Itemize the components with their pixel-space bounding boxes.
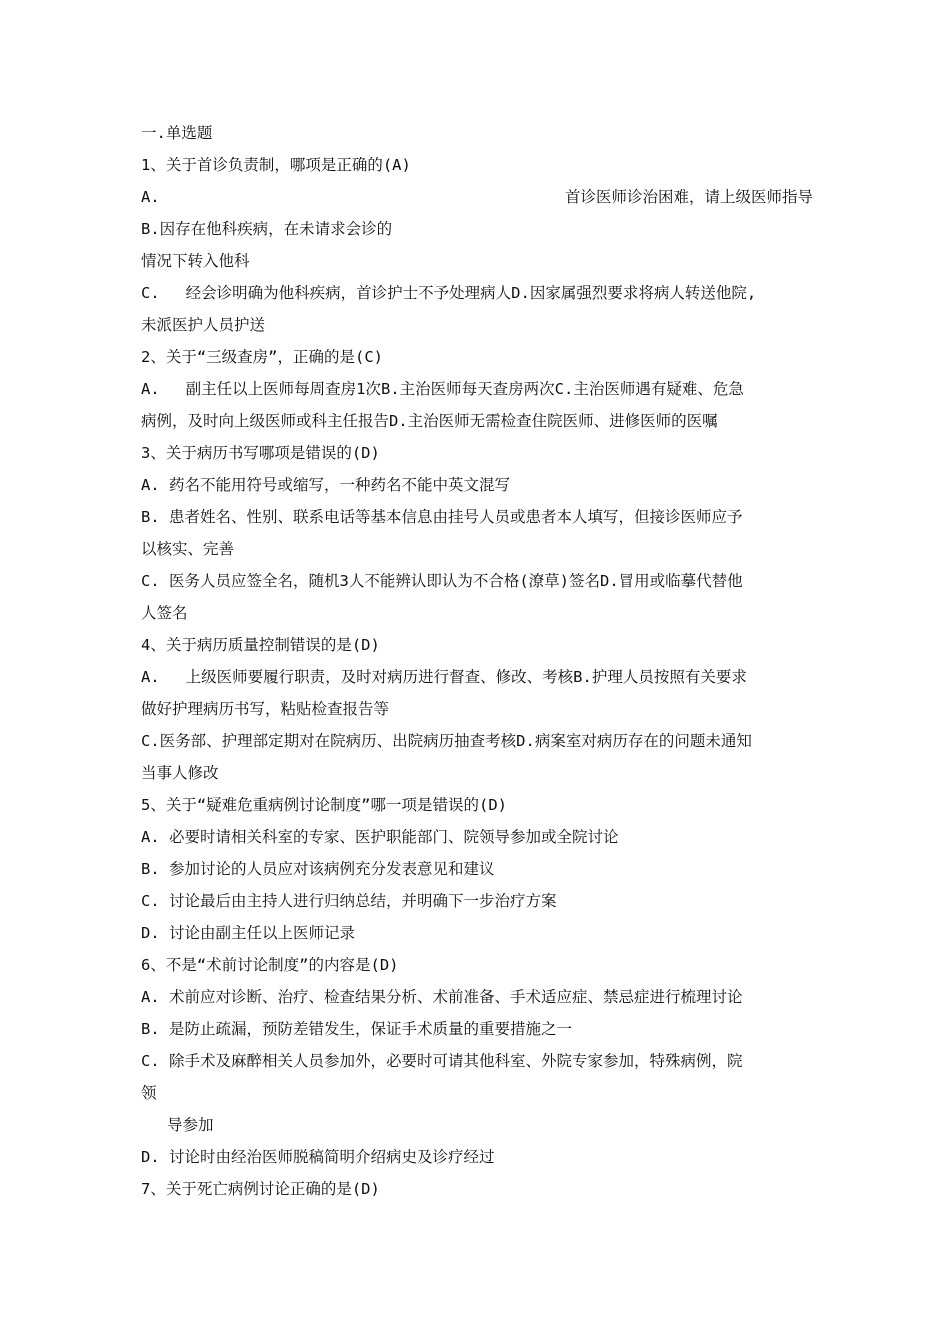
question-6-stem: 6、不是“术前讨论制度”的内容是(D) <box>141 956 399 974</box>
question-3-option-b: B. 患者姓名、性别、联系电话等基本信息由挂号人员或患者本人填写，但接诊医师应予 <box>141 508 743 526</box>
option-text: 副主任以上医师每周查房1次B.主治医师每天查房两次C.主治医师遇有疑难、危急 <box>185 380 744 398</box>
question-3-option-b-cont: 以核实、完善 <box>141 540 235 558</box>
question-3-stem: 3、关于病历书写哪项是错误的(D) <box>141 444 380 462</box>
question-3-option-a: A. 药名不能用符号或缩写，一种药名不能中英文混写 <box>141 476 510 494</box>
question-1-option-b: B.因存在他科疾病，在未请求会诊的 <box>141 220 393 238</box>
question-2-options-cont: 病例，及时向上级医师或科主任报告D.主治医师无需检查住院医师、进修医师的医嘱 <box>141 412 718 430</box>
question-6-option-d: D. 讨论时由经治医师脱稿简明介绍病史及诊疗经过 <box>141 1148 495 1166</box>
question-2-stem: 2、关于“三级查房”，正确的是(C) <box>141 348 383 366</box>
question-4-option-a <box>141 661 813 693</box>
question-7-stem: 7、关于死亡病例讨论正确的是(D) <box>141 1180 380 1198</box>
question-1-option-b-cont: 情况下转入他科 <box>141 252 250 270</box>
option-label: C. <box>141 284 160 302</box>
question-4-option-c-cont: 当事人修改 <box>141 764 219 782</box>
question-3-option-c: C. 医务人员应签全名，随机3人不能辨认即认为不合格(潦草)签名D.冒用或临摹代替他 <box>141 572 743 590</box>
question-list <box>141 117 813 1205</box>
option-text: 上级医师要履行职责，及时对病历进行督查、修改、考核B.护理人员按照有关要求 <box>185 668 747 686</box>
option-text: 首诊医师诊治困难，请上级医师指导 <box>564 188 813 206</box>
question-3-option-c-cont: 人签名 <box>141 604 188 622</box>
option-label: A. <box>141 380 160 398</box>
question-5-option-b: B. 参加讨论的人员应对该病例充分发表意见和建议 <box>141 860 495 878</box>
question-4-stem: 4、关于病历质量控制错误的是(D) <box>141 636 380 654</box>
section-title: 一.单选题 <box>141 124 213 142</box>
option-text: 经会诊明确为他科疾病，首诊护士不予处理病人D.因家属强烈要求将病人转送他院, <box>185 284 757 302</box>
question-6-option-c: C. 除手术及麻醉相关人员参加外，必要时可请其他科室、外院专家参加，特殊病例，院 <box>141 1052 743 1070</box>
option-label: A. <box>141 668 160 686</box>
option-label: A. <box>141 188 160 206</box>
question-2-options <box>141 373 813 405</box>
question-6-option-c-cont2: 导参加 <box>167 1116 214 1134</box>
question-4-option-c: C.医务部、护理部定期对在院病历、出院病历抽查考核D.病案室对病历存在的问题未通知 <box>141 732 752 750</box>
question-5-option-c: C. 讨论最后由主持人进行归纳总结，并明确下一步治疗方案 <box>141 892 557 910</box>
question-5-stem: 5、关于“疑难危重病例讨论制度”哪一项是错误的(D) <box>141 796 507 814</box>
question-5-option-a: A. 必要时请相关科室的专家、医护职能部门、院领导参加或全院讨论 <box>141 828 619 846</box>
question-1-option-a <box>141 181 813 213</box>
question-4-option-a-cont: 做好护理病历书写，粘贴检查报告等 <box>141 700 390 718</box>
question-1-option-c <box>141 277 813 309</box>
question-1-stem: 1、关于首诊负责制，哪项是正确的(A) <box>141 156 411 174</box>
question-6-option-c-cont: 领 <box>141 1084 157 1102</box>
question-1-option-c-cont: 未派医护人员护送 <box>141 316 266 334</box>
question-5-option-d: D. 讨论由副主任以上医师记录 <box>141 924 355 942</box>
question-6-option-b: B. 是防止疏漏，预防差错发生，保证手术质量的重要措施之一 <box>141 1020 572 1038</box>
question-6-option-a: A. 术前应对诊断、治疗、检查结果分析、术前准备、手术适应症、禁忌症进行梳理讨论 <box>141 988 743 1006</box>
